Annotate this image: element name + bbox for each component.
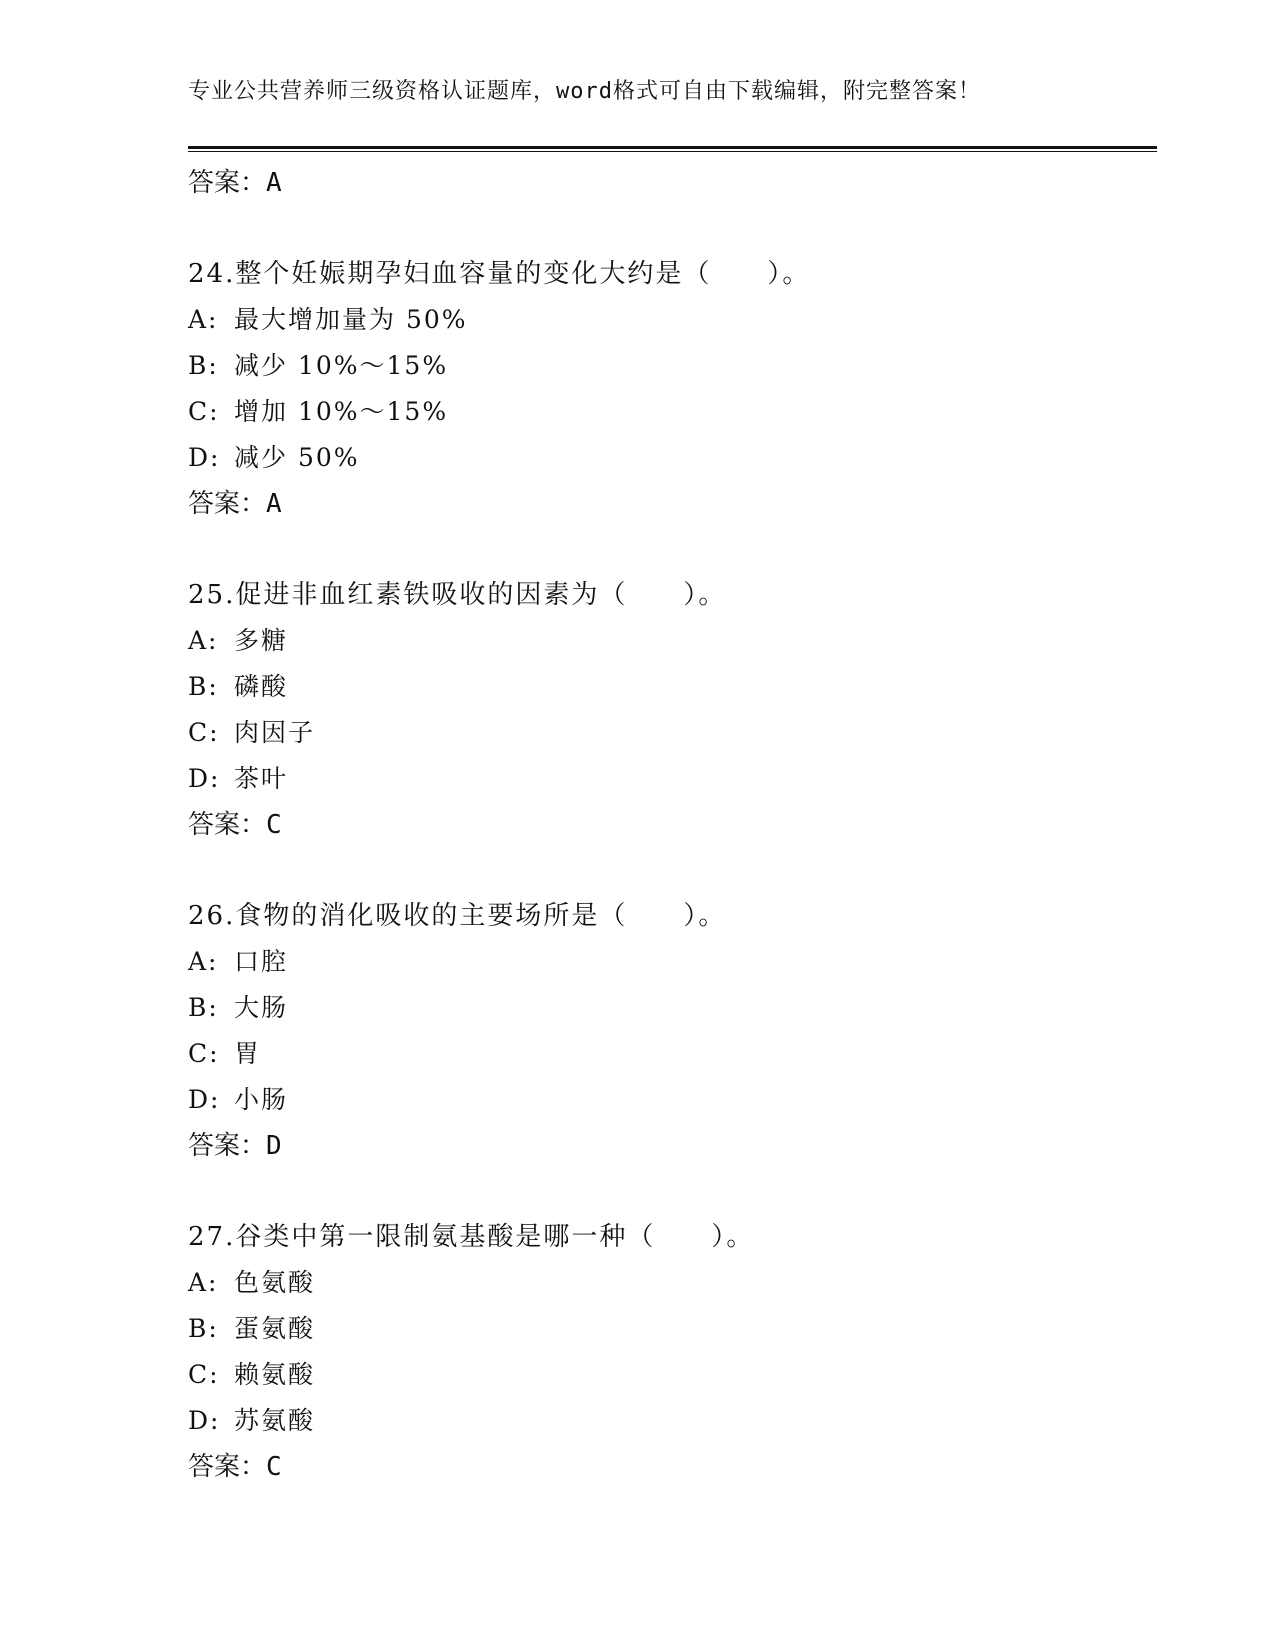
option-b bbox=[188, 664, 1157, 710]
option-text: 色氨酸 bbox=[234, 1268, 316, 1297]
option-text: 胃 bbox=[234, 1039, 262, 1068]
option-b bbox=[188, 1306, 1157, 1352]
option-letter: A: bbox=[188, 626, 219, 655]
option-d bbox=[188, 1077, 1157, 1123]
header-divider bbox=[188, 146, 1157, 149]
option-letter: A: bbox=[188, 1268, 219, 1297]
option-text: 小肠 bbox=[234, 1085, 289, 1114]
option-text: 苏氨酸 bbox=[234, 1406, 316, 1435]
option-a bbox=[188, 618, 1157, 664]
option-letter: D: bbox=[188, 764, 221, 793]
spacer bbox=[188, 206, 1157, 251]
option-letter: B: bbox=[188, 1314, 219, 1343]
option-text: 减少 50% bbox=[234, 443, 360, 472]
option-text: 增加 10%～15% bbox=[234, 397, 449, 426]
question-block bbox=[188, 251, 1157, 527]
option-c bbox=[188, 1031, 1157, 1077]
option-d bbox=[188, 1398, 1157, 1444]
option-text: 肉因子 bbox=[234, 718, 316, 747]
question-title: 25.促进非血红素铁吸收的因素为（ ）。 bbox=[188, 580, 727, 610]
option-letter: B: bbox=[188, 672, 219, 701]
option-text: 大肠 bbox=[234, 993, 289, 1022]
option-c bbox=[188, 710, 1157, 756]
spacer bbox=[188, 1169, 1157, 1214]
option-c bbox=[188, 1352, 1157, 1398]
option-text: 蛋氨酸 bbox=[234, 1314, 316, 1343]
question-list bbox=[188, 160, 1157, 1490]
option-letter: B: bbox=[188, 993, 219, 1022]
option-text: 茶叶 bbox=[234, 764, 289, 793]
spacer bbox=[188, 848, 1157, 893]
question-answer: 答案：C bbox=[188, 810, 282, 840]
question-answer: 答案：A bbox=[188, 489, 282, 519]
option-letter: D: bbox=[188, 1085, 221, 1114]
option-text: 减少 10%～15% bbox=[234, 351, 449, 380]
option-text: 磷酸 bbox=[234, 672, 289, 701]
option-a bbox=[188, 1260, 1157, 1306]
previous-answer: 答案：A bbox=[188, 168, 282, 198]
option-b bbox=[188, 985, 1157, 1031]
option-letter: C: bbox=[188, 397, 220, 426]
option-text: 口腔 bbox=[234, 947, 289, 976]
option-a bbox=[188, 939, 1157, 985]
option-letter: D: bbox=[188, 443, 221, 472]
option-letter: C: bbox=[188, 1360, 220, 1389]
option-letter: C: bbox=[188, 1039, 220, 1068]
page-header: 专业公共营养师三级资格认证题库，word格式可自由下载编辑，附完整答案！ bbox=[188, 79, 981, 104]
question-answer: 答案：D bbox=[188, 1131, 282, 1161]
option-letter: A: bbox=[188, 947, 219, 976]
option-text: 多糖 bbox=[234, 626, 289, 655]
question-title: 24.整个妊娠期孕妇血容量的变化大约是（ ）。 bbox=[188, 259, 811, 289]
question-block bbox=[188, 572, 1157, 848]
spacer bbox=[188, 527, 1157, 572]
option-d bbox=[188, 756, 1157, 802]
option-a bbox=[188, 297, 1157, 343]
option-letter: C: bbox=[188, 718, 220, 747]
question-block bbox=[188, 1214, 1157, 1490]
question-block bbox=[188, 893, 1157, 1169]
question-title: 26.食物的消化吸收的主要场所是（ ）。 bbox=[188, 901, 727, 931]
question-title: 27.谷类中第一限制氨基酸是哪一种（ ）。 bbox=[188, 1222, 755, 1252]
option-c bbox=[188, 389, 1157, 435]
header-divider-thin bbox=[188, 151, 1157, 152]
option-d bbox=[188, 435, 1157, 481]
option-letter: D: bbox=[188, 1406, 221, 1435]
option-letter: A: bbox=[188, 305, 219, 334]
option-text: 最大增加量为 50% bbox=[234, 305, 468, 334]
option-text: 赖氨酸 bbox=[234, 1360, 316, 1389]
option-b bbox=[188, 343, 1157, 389]
option-letter: B: bbox=[188, 351, 219, 380]
question-answer: 答案：C bbox=[188, 1452, 282, 1482]
